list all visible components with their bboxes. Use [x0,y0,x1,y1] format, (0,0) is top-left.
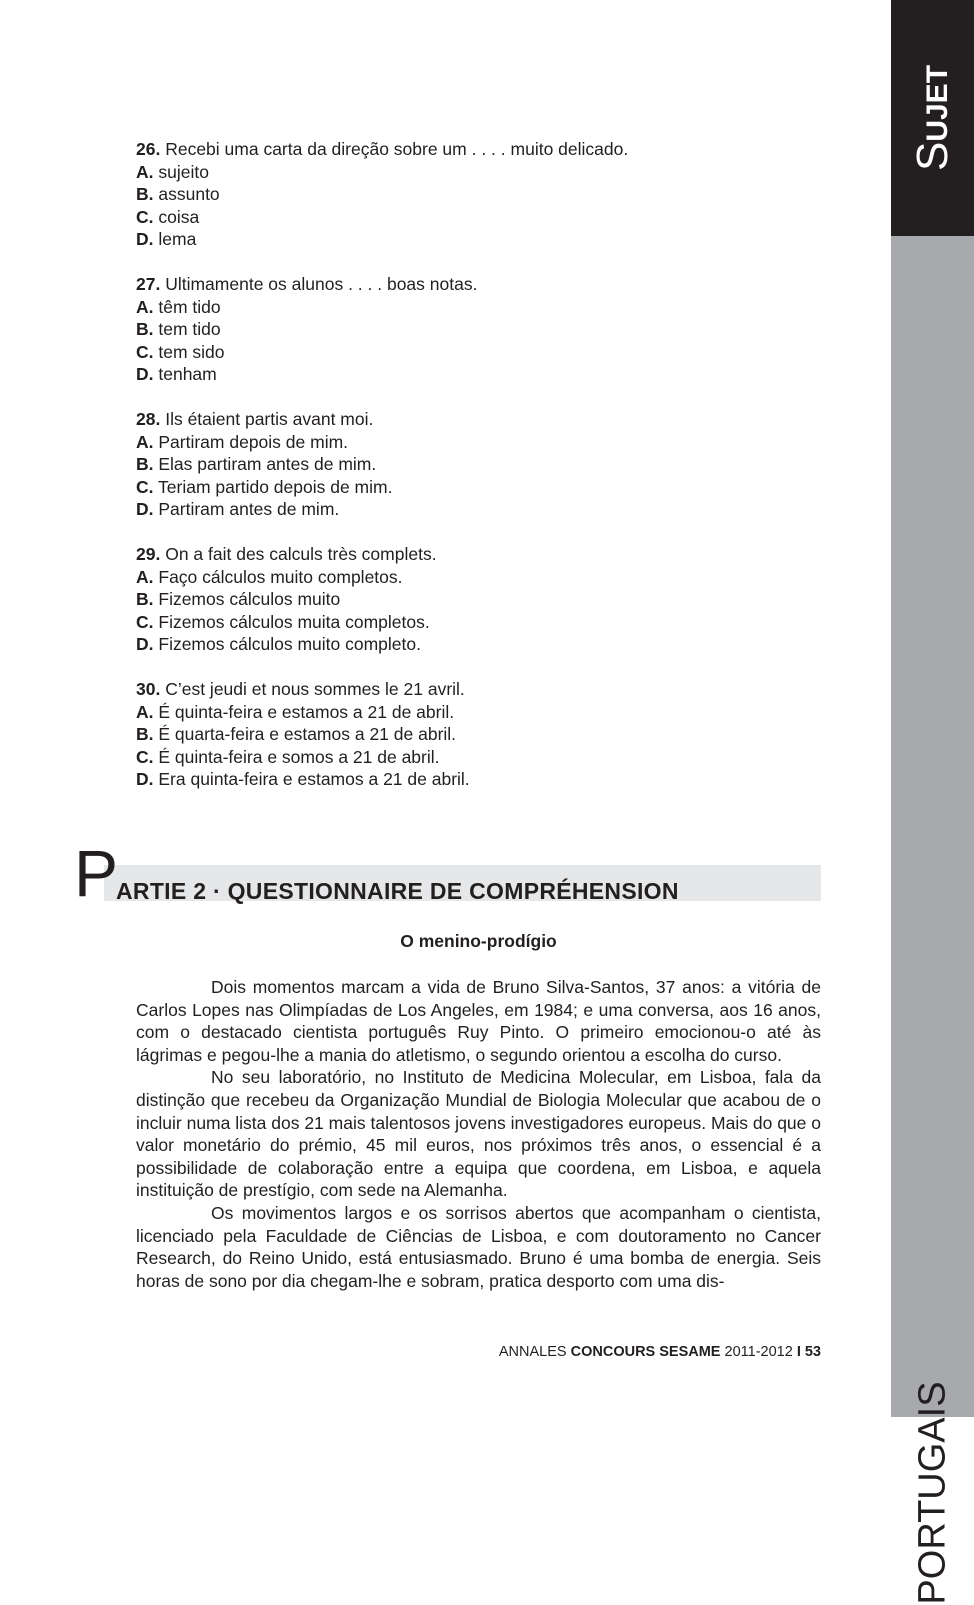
option-letter: A. [136,296,154,317]
option-text: É quinta-feira e estamos a 21 de abril. [158,701,455,722]
answer-option [136,633,836,656]
part-heading-title: ARTIE 2 · QUESTIONNAIRE DE COMPRÉHENSION [116,878,679,904]
question-text: C’est jeudi et nous sommes le 21 avril. [165,679,465,699]
question-number: 29. [136,544,161,564]
section-label-rest: UJET [920,64,954,142]
option-text: Fizemos cálculos muita completos. [158,611,430,632]
answer-option [136,183,836,206]
article-paragraph: Dois momentos marcam a vida de Bruno Silva-Santos, 37 anos: a vitória de Carlos Lopes nas Olimpíadas de Los Angeles, em 1984; e uma conversa, aos 16 anos, com o destacado cientista português Ruy Pinto. O primeiro emocionou-o até às lágrimas e pegou-lhe a mania do atletismo, o segundo orientou a escolha do curso. [136,977,821,1065]
option-letter: D. [136,229,154,249]
answer-option [136,318,836,341]
option-letter: D. [136,364,154,384]
answer-option [136,723,836,746]
answer-option [136,498,836,521]
answer-option [136,363,836,386]
answer-option [136,476,836,499]
footer-page-number: I 53 [796,1344,821,1360]
footer-prefix: ANNALES [498,1344,571,1360]
question-text: On a fait des calculs très complets. [165,544,437,564]
option-letter: D. [136,769,154,789]
article-paragraph: No seu laboratório, no Instituto de Medicina Molecular, em Lisboa, fala da distinção que recebeu da Organização Mundial de Biologia Molecular que acabou de o incluir numa lista dos 21 mais talentosos jovens investigadores europeus. Mais do que o valor monetário do prémio, 45 mil euros, nos próximos três anos, o essencial é a possibilidade de colaboração entre a equipa que coordena, em Lisboa, e aquela instituição de prestígio, com sede na Alemanha. [136,1067,821,1201]
question-prompt [136,678,836,701]
answer-option [136,566,836,589]
option-text: Fizemos cálculos muito [158,589,341,609]
option-text: têm tido [158,296,221,317]
question-text: Ils étaient partis avant moi. [165,409,374,429]
option-letter: C. [136,476,154,497]
option-text: sujeito [158,161,209,182]
option-letter: C. [136,341,154,362]
article-body [136,976,821,1292]
answer-option [136,228,836,251]
option-text: Faço cálculos muito completos. [158,566,403,587]
option-text: tem tido [158,319,221,339]
question-number: 26. [136,139,161,159]
option-letter: C. [136,206,154,227]
answer-option [136,611,836,634]
option-text: coisa [158,206,200,227]
option-text: lema [158,229,197,249]
option-letter: A. [136,161,154,182]
option-letter: D. [136,634,154,654]
answer-option [136,206,836,229]
answer-option [136,588,836,611]
question-block [136,408,836,521]
part-heading-initial: P [74,836,119,910]
question-block [136,543,836,656]
answer-option [136,296,836,319]
footer-years: 2011-2012 [720,1344,797,1360]
footer-publication: CONCOURS SESAME [570,1344,721,1360]
option-text: assunto [158,184,220,204]
answer-option [136,341,836,364]
option-text: Partiram antes de mim. [158,499,340,519]
question-text: Ultimamente os alunos . . . . boas notas. [165,274,478,294]
answer-option [136,161,836,184]
option-letter: B. [136,589,154,609]
answer-option [136,768,836,791]
option-letter: D. [136,499,154,519]
answer-option [136,453,836,476]
page-footer [499,1344,821,1360]
answer-option [136,431,836,454]
option-text: É quinta-feira e somos a 21 de abril. [158,746,440,767]
option-letter: B. [136,724,154,744]
option-letter: A. [136,701,154,722]
part-heading [74,836,824,910]
question-number: 27. [136,274,161,294]
section-label-initial: S [907,141,957,172]
option-letter: A. [136,566,154,587]
option-text: É quarta-feira e estamos a 21 de abril. [158,724,457,744]
option-letter: A. [136,431,154,452]
answer-option [136,701,836,724]
option-text: tenham [158,364,217,384]
question-block [136,138,836,251]
option-letter: C. [136,746,154,767]
option-text: Fizemos cálculos muito completo. [158,634,421,654]
option-text: Partiram depois de mim. [158,431,349,452]
option-letter: B. [136,454,154,474]
question-prompt [136,138,836,161]
option-text: Era quinta-feira e estamos a 21 de abril. [158,769,470,789]
option-letter: B. [136,184,154,204]
question-number: 28. [136,409,161,429]
section-label-sujet [908,65,958,171]
article-paragraph: Os movimentos largos e os sorrisos abertos que acompanham o cientista, licenciado pela Faculdade de Ciências de Lisboa, e com doutoramento no Cancer Research, do Reino Unido, está entusiasmado. Bruno é uma bomba de energia. Seis horas de sono por dia chegam-lhe e sobram, pratica desporto com uma dis- [136,1202,821,1291]
option-text: tem sido [158,341,225,362]
sidebar-section-tab [891,0,974,236]
question-number: 30. [136,679,161,699]
question-text: Recebi uma carta da direção sobre um . . . . muito delicado. [165,139,629,159]
answer-option [136,746,836,769]
question-block [136,678,836,791]
question-list [136,138,836,813]
question-prompt [136,273,836,296]
option-letter: C. [136,611,154,632]
question-prompt [136,543,836,566]
option-text: Teriam partido depois de mim. [158,476,393,497]
question-prompt [136,408,836,431]
subject-label: PORTUGAIS [911,1381,953,1605]
option-text: Elas partiram antes de mim. [158,454,377,474]
question-block [136,273,836,386]
option-letter: B. [136,319,154,339]
article-title: O menino-prodígio [400,931,557,951]
sidebar-subject-tab [891,236,974,1605]
